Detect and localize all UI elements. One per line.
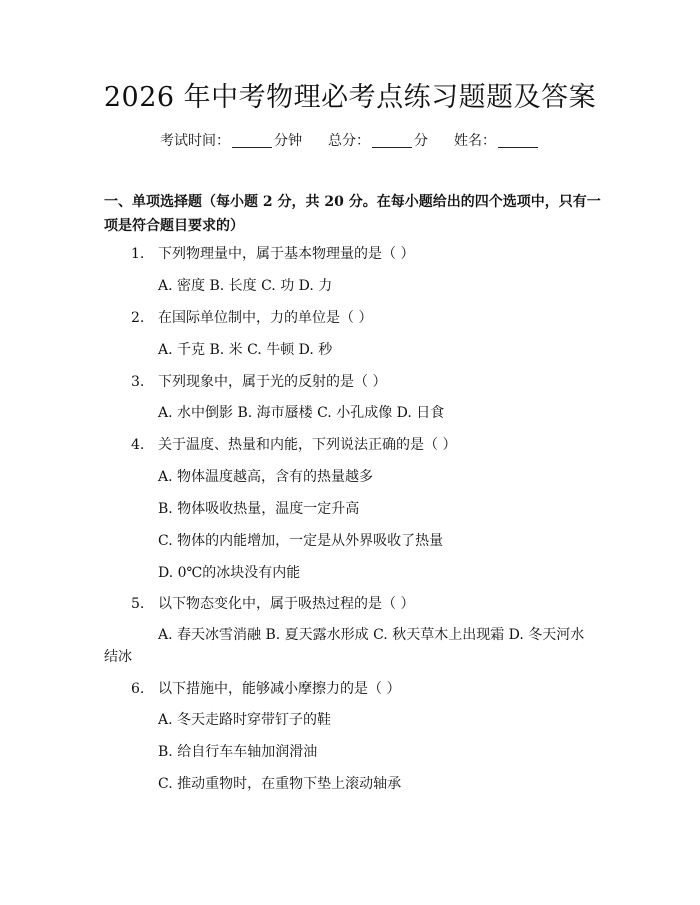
time-label: 考试时间： — [160, 133, 230, 149]
score-label: 总分： — [328, 133, 370, 149]
question-5-options: A. 春天冰雪消融 B. 夏天露水形成 C. 秋天草木上出现霜 D. 冬天河水结冰 — [104, 627, 585, 665]
question-4-option-b: B. 物体吸收热量，温度一定升高 — [158, 501, 360, 517]
question-3-options: A. 水中倒影 B. 海市蜃楼 C. 小孔成像 D. 日食 — [158, 405, 445, 421]
question-number: 1. — [131, 246, 145, 262]
question-text: 在国际单位制中，力的单位是（ ） — [158, 310, 373, 326]
question-1 — [131, 244, 414, 264]
question-number: 6. — [131, 681, 145, 697]
question-3 — [131, 372, 386, 392]
question-2-options: A. 千克 B. 米 C. 牛顿 D. 秒 — [158, 342, 333, 358]
name-label: 姓名： — [454, 133, 496, 149]
question-number: 4. — [131, 437, 145, 453]
section-heading: 一、单项选择题（每小题 2 分，共 20 分。在每小题给出的四个选项中，只有一项是符合题目要求的） — [104, 194, 601, 234]
question-6-option-b: B. 给自行车车轴加润滑油 — [158, 744, 318, 760]
score-unit: 分 — [414, 133, 428, 149]
score-blank — [372, 147, 412, 148]
question-4-option-d: D. 0℃的冰块没有内能 — [158, 565, 301, 581]
question-number: 5. — [131, 596, 145, 612]
question-text: 以下措施中，能够减小摩擦力的是（ ） — [158, 681, 401, 697]
question-2 — [131, 308, 372, 328]
question-4-option-a: A. 物体温度越高，含有的热量越多 — [158, 469, 374, 485]
question-number: 2. — [131, 310, 145, 326]
question-4 — [131, 435, 456, 455]
question-6-option-c: C. 推动重物时，在重物下垫上滚动轴承 — [158, 776, 402, 792]
question-4-option-c: C. 物体的内能增加，一定是从外界吸收了热量 — [158, 533, 444, 549]
question-6 — [131, 679, 400, 699]
exam-info-line — [0, 131, 700, 151]
question-text: 关于温度、热量和内能，下列说法正确的是（ ） — [158, 437, 457, 453]
question-text: 下列现象中，属于光的反射的是（ ） — [158, 374, 387, 390]
question-1-options: A. 密度 B. 长度 C. 功 D. 力 — [158, 278, 333, 294]
question-text: 以下物态变化中，属于吸热过程的是（ ） — [158, 596, 415, 612]
question-6-option-a: A. 冬天走路时穿带钉子的鞋 — [158, 712, 332, 728]
page-title: 2026 年中考物理必考点练习题题及答案 — [103, 82, 597, 113]
time-unit: 分钟 — [274, 133, 302, 149]
time-blank — [232, 147, 272, 148]
name-blank — [498, 147, 538, 148]
question-5 — [131, 594, 414, 614]
question-number: 3. — [131, 374, 145, 390]
question-text: 下列物理量中，属于基本物理量的是（ ） — [158, 246, 415, 262]
